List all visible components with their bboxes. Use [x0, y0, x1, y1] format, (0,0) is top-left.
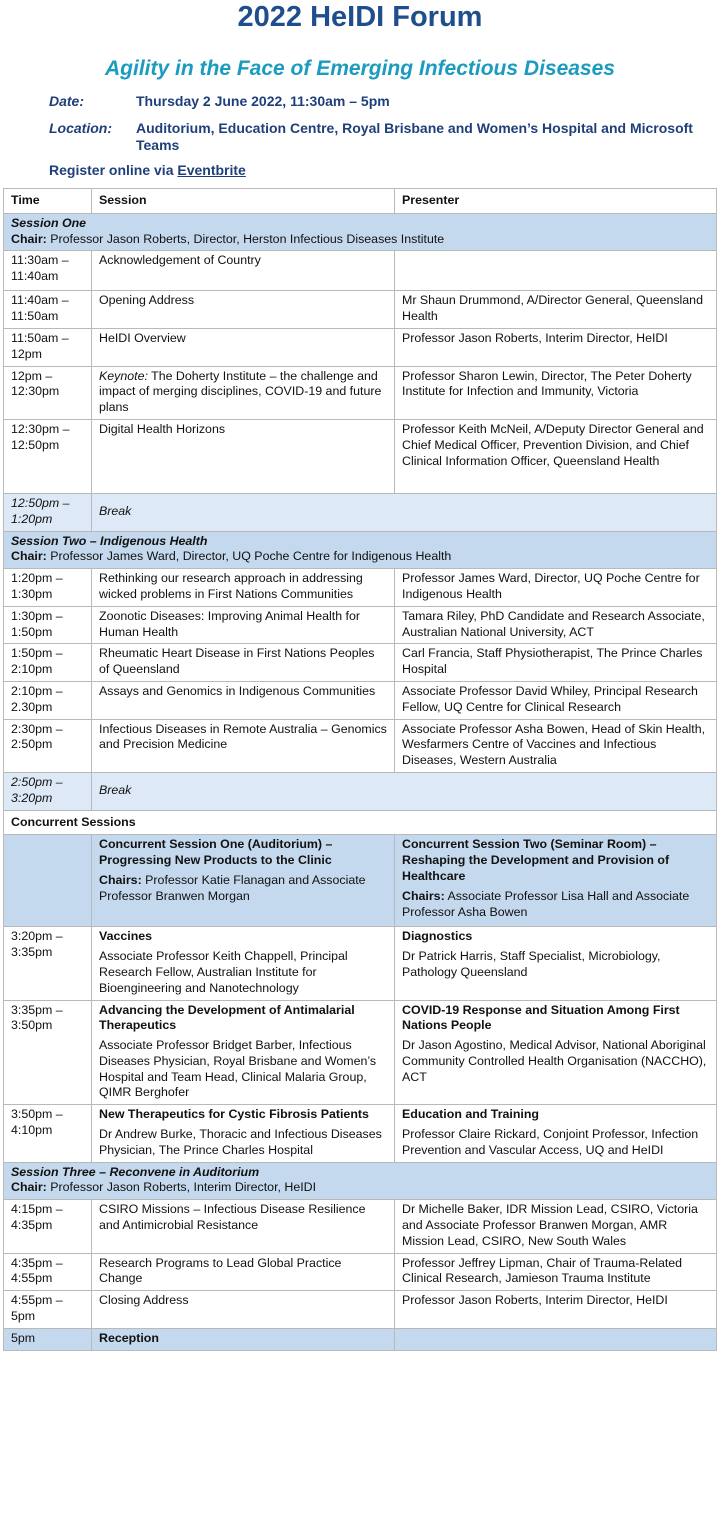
- chairs-value: Professor Katie Flanagan and Associate Professor Branwen Morgan: [99, 872, 366, 903]
- table-row: [4, 719, 717, 772]
- talk-presenter: Associate Professor Keith Chappell, Principal Research Fellow, Australian Institute for Bioengineering and Nanotechnology: [99, 949, 348, 995]
- table-row: [4, 1105, 717, 1162]
- section-header: [4, 1162, 717, 1200]
- concurrent-one-header: [92, 835, 395, 927]
- talk-presenter: Dr Patrick Harris, Staff Specialist, Microbiology, Pathology Queensland: [402, 949, 661, 979]
- date-label: Date:: [49, 93, 85, 109]
- time-cell: 12:30pm – 12:50pm: [4, 419, 92, 493]
- session-cell: Reception: [92, 1328, 395, 1350]
- section-header: [4, 531, 717, 569]
- section-header: [4, 213, 717, 251]
- concurrent-two-title: Concurrent Session Two (Seminar Room) – Reshaping the Development and Provision of Healthcare: [402, 837, 670, 883]
- program-table: [3, 188, 717, 1351]
- chair-value: Professor Jason Roberts, Interim Director, HeIDI: [50, 1180, 317, 1195]
- col-session: Session: [92, 189, 395, 214]
- location-label: Location:: [49, 120, 112, 136]
- section-header: [4, 810, 717, 835]
- table-row: [4, 1200, 717, 1253]
- chair-label: Chair:: [11, 549, 47, 564]
- presenter-cell: Professor Jeffrey Lipman, Chair of Trauma-Related Clinical Research, Jamieson Trauma Institute: [395, 1253, 717, 1291]
- chair-value: Professor James Ward, Director, UQ Poche Centre for Indigenous Health: [50, 549, 452, 564]
- table-row: [4, 927, 717, 1000]
- talk-title: COVID-19 Response and Situation Among First Nations People: [402, 1002, 680, 1033]
- table-row: [4, 644, 717, 682]
- presenter-cell: Dr Michelle Baker, IDR Mission Lead, CSIRO, Victoria and Associate Professor Branwen Morgan, AMR Mission Lead, CSIRO, New South Wales: [395, 1200, 717, 1253]
- time-cell: 11:30am – 11:40am: [4, 251, 92, 291]
- time-cell: 3:35pm – 3:50pm: [4, 1000, 92, 1105]
- session-cell: Zoonotic Diseases: Improving Animal Health for Human Health: [92, 606, 395, 644]
- talk-title: New Therapeutics for Cystic Fibrosis Patients: [99, 1107, 369, 1122]
- page-subtitle: Agility in the Face of Emerging Infectious Diseases: [105, 57, 615, 80]
- presenter-cell: Professor Jason Roberts, Interim Director, HeIDI: [395, 328, 717, 366]
- concurrent-one-title: Concurrent Session One (Auditorium) – Progressing New Products to the Clinic: [99, 837, 333, 868]
- concurrent-two-header: [395, 835, 717, 927]
- time-cell: 2:10pm – 2.30pm: [4, 681, 92, 719]
- session-cell: Assays and Genomics in Indigenous Communities: [92, 681, 395, 719]
- time-cell: 1:30pm – 1:50pm: [4, 606, 92, 644]
- table-row: [4, 569, 717, 607]
- presenter-cell: Carl Francia, Staff Physiotherapist, The Prince Charles Hospital: [395, 644, 717, 682]
- time-cell: 1:50pm – 2:10pm: [4, 644, 92, 682]
- keynote-label: Keynote:: [99, 368, 148, 383]
- session-cell: [92, 366, 395, 419]
- table-row: [4, 1000, 717, 1105]
- table-row: [4, 366, 717, 419]
- presenter-cell: Associate Professor Asha Bowen, Head of Skin Health, Wesfarmers Centre of Vaccines and Infectious Diseases, Western Australia: [395, 719, 717, 772]
- session-cell: Rheumatic Heart Disease in First Nations Peoples of Queensland: [92, 644, 395, 682]
- time-cell: 4:15pm – 4:35pm: [4, 1200, 92, 1253]
- break-row: [4, 493, 717, 531]
- session-cell: Research Programs to Lead Global Practice Change: [92, 1253, 395, 1291]
- location-value: Auditorium, Education Centre, Royal Brisbane and Women’s Hospital and Microsoft Teams: [136, 120, 693, 153]
- session-cell: Rethinking our research approach in addressing wicked problems in First Nations Communities: [92, 569, 395, 607]
- talk-presenter: Dr Jason Agostino, Medical Advisor, National Aboriginal Community Controlled Health Organisation (NACCHO), ACT: [402, 1038, 707, 1084]
- reception-row: [4, 1328, 717, 1350]
- session-cell: [92, 927, 395, 1000]
- time-cell: 3:20pm – 3:35pm: [4, 927, 92, 1000]
- date-value: Thursday 2 June 2022, 11:30am – 5pm: [136, 93, 390, 109]
- session-cell: [92, 1105, 395, 1162]
- chair-label: Chair:: [11, 231, 47, 246]
- section-title: Session Three – Reconvene in Auditorium: [11, 1164, 260, 1179]
- presenter-cell: Mr Shaun Drummond, A/Director General, Queensland Health: [395, 291, 717, 329]
- eventbrite-link[interactable]: Eventbrite: [177, 162, 246, 178]
- table-header: [4, 189, 717, 214]
- time-cell: 3:50pm – 4:10pm: [4, 1105, 92, 1162]
- col-presenter: Presenter: [395, 189, 717, 214]
- time-cell: 5pm: [4, 1328, 92, 1350]
- session-cell: [395, 1000, 717, 1105]
- talk-title: Diagnostics: [402, 929, 473, 944]
- col-time: Time: [4, 189, 92, 214]
- session-cell: [92, 1000, 395, 1105]
- session-cell: [395, 1105, 717, 1162]
- talk-presenter: Associate Professor Bridget Barber, Infectious Diseases Physician, Royal Brisbane and Women’s Hospital and Team Head, Clinical Malaria Group, QIMR Berghofer: [99, 1038, 377, 1100]
- talk-title: Education and Training: [402, 1107, 539, 1122]
- table-row: [4, 681, 717, 719]
- session-cell: [395, 927, 717, 1000]
- table-row: [4, 1291, 717, 1329]
- break-label: Break: [92, 772, 717, 810]
- time-cell: 1:20pm – 1:30pm: [4, 569, 92, 607]
- presenter-cell: Professor James Ward, Director, UQ Poche Centre for Indigenous Health: [395, 569, 717, 607]
- table-row: [4, 1253, 717, 1291]
- session-cell: CSIRO Missions – Infectious Disease Resilience and Antimicrobial Resistance: [92, 1200, 395, 1253]
- time-cell: 11:50am – 12pm: [4, 328, 92, 366]
- presenter-cell: [395, 251, 717, 291]
- time-cell: 12pm – 12:30pm: [4, 366, 92, 419]
- talk-presenter: Professor Claire Rickard, Conjoint Professor, Infection Prevention and Vascular Access, UQ and HeIDI: [402, 1127, 699, 1157]
- presenter-cell: Professor Sharon Lewin, Director, The Peter Doherty Institute for Infection and Immunity, Victoria: [395, 366, 717, 419]
- presenter-cell: Professor Keith McNeil, A/Deputy Director General and Chief Medical Officer, Prevention Division, and Chief Clinical Information Officer, Queensland Health: [395, 419, 717, 493]
- chair-value: Professor Jason Roberts, Director, Herston Infectious Diseases Institute: [50, 231, 445, 246]
- session-text: The Doherty Institute – the challenge and impact of merging disciplines, COVID-19 and future plans: [99, 368, 382, 415]
- talk-title: Advancing the Development of Antimalarial Therapeutics: [99, 1002, 355, 1033]
- time-cell: 4:35pm – 4:55pm: [4, 1253, 92, 1291]
- session-cell: Digital Health Horizons: [92, 419, 395, 493]
- chairs-value: Associate Professor Lisa Hall and Associate Professor Asha Bowen: [402, 888, 690, 919]
- section-title: Session Two – Indigenous Health: [11, 533, 208, 548]
- time-cell: 2:50pm – 3:20pm: [4, 772, 92, 810]
- session-cell: Opening Address: [92, 291, 395, 329]
- break-label: Break: [92, 493, 717, 531]
- session-cell: HeIDI Overview: [92, 328, 395, 366]
- time-cell: 2:30pm – 2:50pm: [4, 719, 92, 772]
- time-cell: 4:55pm – 5pm: [4, 1291, 92, 1329]
- section-title: Concurrent Sessions: [4, 810, 717, 835]
- page-title: 2022 HeIDI Forum: [237, 1, 483, 33]
- session-cell: Infectious Diseases in Remote Australia – Genomics and Precision Medicine: [92, 719, 395, 772]
- session-cell: Closing Address: [92, 1291, 395, 1329]
- break-row: [4, 772, 717, 810]
- table-row: [4, 606, 717, 644]
- chair-label: Chair:: [11, 1180, 47, 1195]
- time-cell: 12:50pm – 1:20pm: [4, 493, 92, 531]
- presenter-cell: Associate Professor David Whiley, Principal Research Fellow, UQ Centre for Clinical Research: [395, 681, 717, 719]
- table-row: [4, 419, 717, 493]
- time-cell: 11:40am – 11:50am: [4, 291, 92, 329]
- section-title: Session One: [11, 215, 87, 230]
- register-text: Register online via: [49, 162, 174, 178]
- talk-title: Vaccines: [99, 929, 153, 944]
- table-row: [4, 251, 717, 291]
- presenter-cell: Tamara Riley, PhD Candidate and Research Associate, Australian National University, ACT: [395, 606, 717, 644]
- register-line: [49, 162, 246, 178]
- presenter-cell: Professor Jason Roberts, Interim Director, HeIDI: [395, 1291, 717, 1329]
- chairs-label: Chairs:: [402, 888, 445, 903]
- chairs-label: Chairs:: [99, 872, 142, 887]
- concurrent-header-row: [4, 835, 717, 927]
- session-cell: Acknowledgement of Country: [92, 251, 395, 291]
- table-row: [4, 291, 717, 329]
- table-row: [4, 328, 717, 366]
- talk-presenter: Dr Andrew Burke, Thoracic and Infectious Diseases Physician, The Prince Charles Hospital: [99, 1127, 382, 1157]
